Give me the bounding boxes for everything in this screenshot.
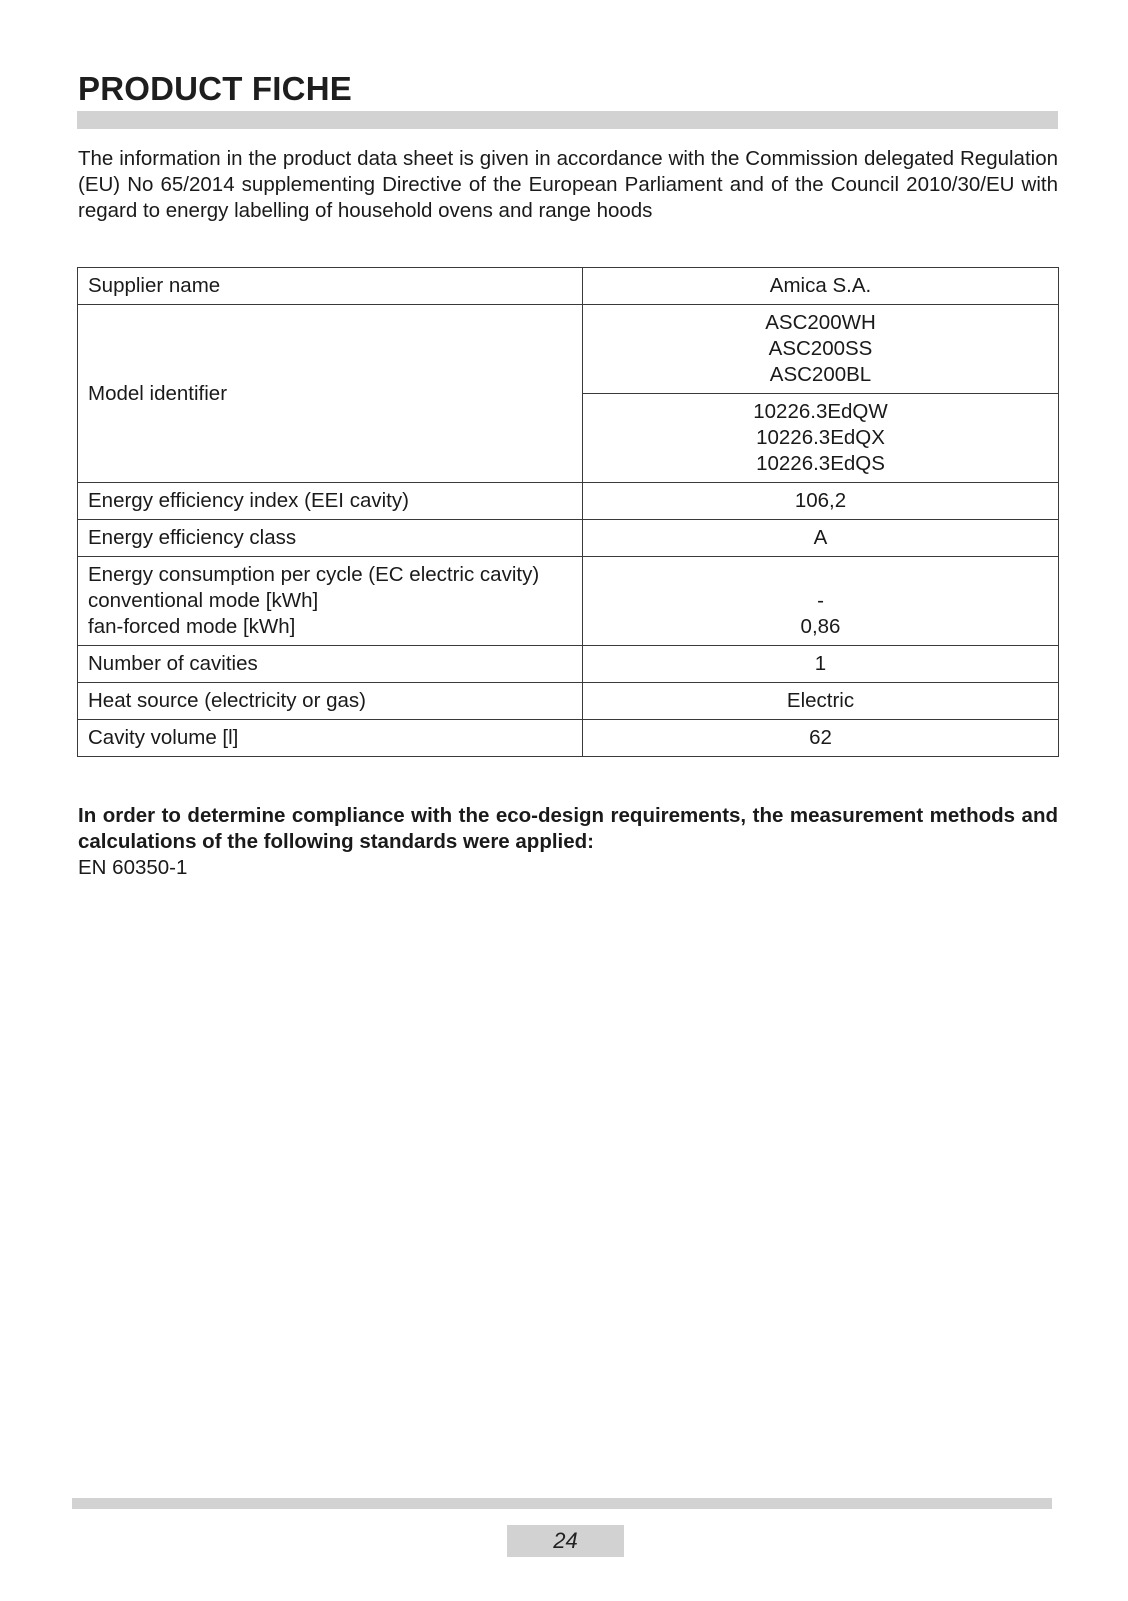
- heat-source-label: Heat source (electricity or gas): [78, 683, 583, 720]
- cavities-label: Number of cavities: [78, 646, 583, 683]
- table-row: [78, 646, 1059, 683]
- model-identifier-label: Model identifier: [78, 305, 583, 483]
- model-id: 10226.3EdQW: [753, 400, 888, 423]
- efficiency-class-value: A: [583, 520, 1059, 557]
- title-divider: [77, 111, 1058, 129]
- model-id: 10226.3EdQX: [756, 426, 885, 449]
- fan-forced-mode-label: fan-forced mode [kWh]: [88, 615, 296, 638]
- table-row: [78, 557, 1059, 646]
- supplier-name-label: Supplier name: [78, 268, 583, 305]
- table-row: [78, 520, 1059, 557]
- model-identifier-group-1: [583, 305, 1059, 394]
- page-number: 24: [507, 1525, 624, 1557]
- table-row: [78, 305, 1059, 394]
- fan-forced-mode-value: 0,86: [800, 615, 841, 638]
- table-row: [78, 483, 1059, 520]
- standard-reference: EN 60350-1: [78, 856, 188, 879]
- energy-consumption-heading: Energy consumption per cycle (EC electric cavity): [88, 563, 540, 586]
- efficiency-class-label: Energy efficiency class: [78, 520, 583, 557]
- conventional-mode-label: conventional mode [kWh]: [88, 589, 319, 612]
- table-row: [78, 268, 1059, 305]
- model-identifier-group-2: [583, 394, 1059, 483]
- cavities-value: 1: [583, 646, 1059, 683]
- eei-label: Energy efficiency index (EEI cavity): [78, 483, 583, 520]
- cavity-volume-value: 62: [583, 720, 1059, 757]
- model-id: ASC200SS: [768, 337, 873, 360]
- model-id: ASC200WH: [765, 311, 876, 334]
- page-title: PRODUCT FICHE: [78, 70, 352, 107]
- compliance-statement: In order to determine compliance with the eco-design requirements, the measurement methods and calculations of the following standards were applied:: [78, 804, 1058, 853]
- conventional-mode-value: -: [817, 589, 824, 612]
- energy-consumption-label: [78, 557, 583, 646]
- table-row: [78, 683, 1059, 720]
- energy-consumption-value: [583, 557, 1059, 646]
- heat-source-value: Electric: [583, 683, 1059, 720]
- product-fiche-table: [77, 267, 1059, 757]
- model-id: ASC200BL: [769, 363, 872, 386]
- spacer-line: [593, 562, 1048, 588]
- model-id: 10226.3EdQS: [756, 452, 885, 475]
- footer-divider: [72, 1498, 1052, 1509]
- supplier-name-value: Amica S.A.: [583, 268, 1059, 305]
- intro-paragraph: The information in the product data sheet is given in accordance with the Commission delegated Regulation (EU) No 65/2014 supplementing Directive of the European Parliament and of the Council 2010/30/EU with regard to energy labelling of household ovens and range hoods: [78, 147, 1058, 222]
- table-row: [78, 720, 1059, 757]
- cavity-volume-label: Cavity volume [l]: [78, 720, 583, 757]
- eei-value: 106,2: [583, 483, 1059, 520]
